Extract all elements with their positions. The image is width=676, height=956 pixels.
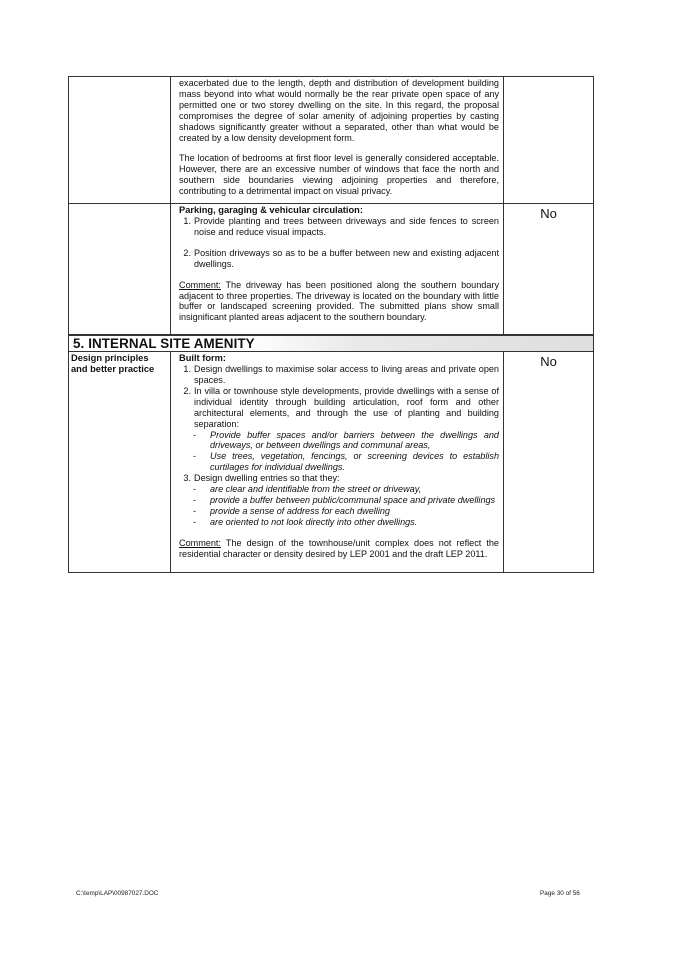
sub-list-item: - provide a sense of address for each dwelling [193, 505, 390, 516]
table-row [69, 204, 594, 336]
sub-list-item: - are clear and identifiable from the street or driveway, [193, 484, 422, 495]
sub-list-item: - provide a buffer between public/communal space and private dwellings [193, 495, 496, 505]
content-cell [171, 204, 504, 336]
content-cell [171, 77, 504, 204]
list-item: 1. Design dwellings to maximise solar access to living areas and private open spaces. [183, 364, 499, 386]
sub-list-item: - Provide buffer spaces and/or barriers between the dwellings and driveways, or between dwellings and communal areas, [193, 429, 499, 451]
section-title: 5. INTERNAL SITE AMENITY [73, 336, 255, 352]
section-header-row [69, 335, 594, 352]
page-number: Page 30 of 56 [540, 890, 580, 897]
list-item: 2. Position driveways so as to be a buffer between new and existing adjacent dwellings. [183, 247, 499, 269]
list-item: 3. Design dwelling entries so that they: [183, 473, 340, 484]
label-cell [69, 204, 171, 336]
list-item: 2. In villa or townhouse style developments, provide dwellings with a sense of individual identity through building articulation, roof form and other architectural elements, and through the use of planting and building separation: [183, 385, 499, 429]
sub-list-item: - are oriented to not look directly into other dwellings. [193, 516, 418, 527]
content-cell [171, 352, 504, 572]
row-label: Design principles and better practice [71, 353, 155, 375]
paragraph: exacerbated due to the length, depth and distribution of development building mass beyond into what would normally be the rear private open space of any permitted one or two storey dwelling on the site. In this regard, the proposal compromises the degree of solar amenity of adjoining properties by casting shadows significantly greater without a separated, other than what would be created by a low density development form. [179, 78, 499, 143]
compliance-answer: No [540, 206, 557, 222]
paragraph: The location of bedrooms at first floor level is generally considered acceptable. However, there are an excessive number of windows that face the north and southern side boundaries viewing adjoining properties and therefore, contributing to a detrimental impact on visual privacy. [179, 153, 499, 197]
list-item: 1. Provide planting and trees between driveways and side fences to screen noise and reduce visual impacts. [183, 215, 499, 237]
table-row [69, 77, 594, 204]
section-header-cell [69, 335, 594, 352]
label-cell [69, 352, 171, 572]
comment: Comment: The design of the townhouse/unit complex does not reflect the residential character or density desired by LEP 2001 and the draft LEP 2011. [179, 537, 499, 559]
file-path: C:\temp\LAP\00987027.DOC [76, 890, 159, 897]
table-row [69, 352, 594, 572]
section-heading: Parking, garaging & vehicular circulation: [179, 205, 363, 216]
answer-cell [504, 352, 594, 572]
label-cell [69, 77, 171, 204]
answer-cell [504, 204, 594, 336]
sub-list-item: - Use trees, vegetation, fencings, or screening devices to establish curtilages for individual dwellings. [193, 451, 499, 473]
compliance-answer: No [540, 354, 557, 370]
section-heading: Built form: [179, 353, 226, 364]
assessment-table [68, 76, 594, 573]
comment: Comment: The driveway has been positioned along the southern boundary adjacent to three properties. The driveway is located on the boundary with little buffer or landscaped screening provided. The submitted plans show small insignificant planted areas adjacent to the southern boundary. [179, 279, 499, 323]
answer-cell [504, 77, 594, 204]
